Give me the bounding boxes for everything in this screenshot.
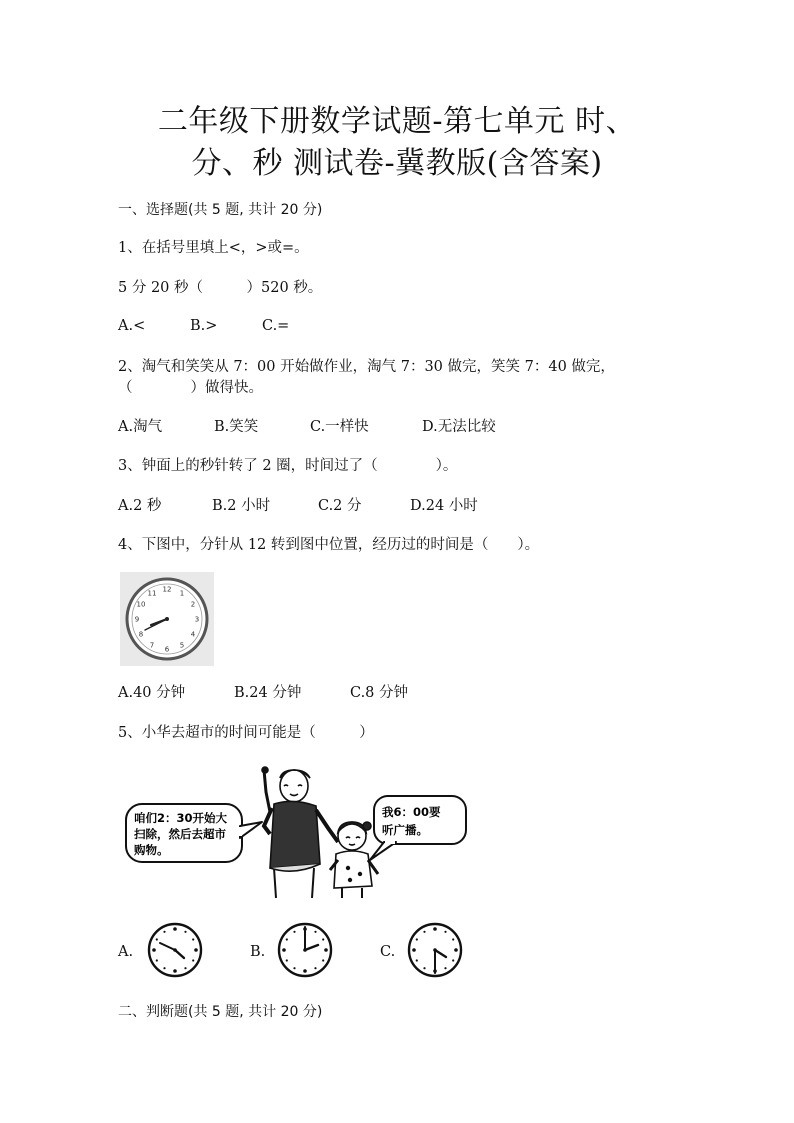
q1-option-a: A.< bbox=[118, 318, 146, 334]
clock-tick bbox=[324, 948, 328, 952]
clock-tick bbox=[156, 959, 158, 961]
left-speech-bubble bbox=[126, 804, 262, 862]
clock-tick bbox=[163, 931, 165, 933]
clock-tick bbox=[452, 959, 454, 961]
clock-tick bbox=[444, 931, 446, 933]
clock-tick bbox=[192, 959, 194, 961]
bubble-right-line2: 听广播。 bbox=[382, 823, 428, 837]
clock-tick bbox=[293, 931, 295, 933]
q5-option-c-clock bbox=[406, 921, 464, 979]
q5-option-b-label: B. bbox=[250, 944, 266, 960]
q2-option-b: B.笑笑 bbox=[214, 419, 259, 435]
page-title-line2: 分、秒 测试卷-冀教版(含答案) bbox=[191, 146, 603, 181]
section1-heading: 一、选择题(共 5 题, 共计 20 分) bbox=[118, 202, 323, 218]
clock-tick bbox=[282, 948, 286, 952]
bubble-left-line2: 扫除，然后去超市 bbox=[134, 827, 226, 841]
clock-tick bbox=[416, 959, 418, 961]
clock-tick bbox=[416, 938, 418, 940]
right-speech-bubble bbox=[370, 796, 466, 860]
clock-tick bbox=[184, 967, 186, 969]
clock-numeral: 6 bbox=[164, 645, 170, 654]
clock-numeral: 7 bbox=[149, 641, 155, 650]
q4-option-c: C.8 分钟 bbox=[350, 685, 409, 701]
clock-numeral: 2 bbox=[190, 600, 196, 609]
clock-numeral: 9 bbox=[134, 615, 140, 624]
q1-option-c: C.= bbox=[262, 318, 290, 334]
page-title-line1: 二年级下册数学试题-第七单元 时、 bbox=[157, 104, 637, 139]
clock-tick bbox=[173, 969, 177, 973]
bubble-right-line1: 我6：00要 bbox=[382, 805, 441, 819]
q3-option-d: D.24 小时 bbox=[410, 498, 478, 514]
q4-option-a: A.40 分钟 bbox=[118, 685, 186, 701]
clock-tick bbox=[293, 967, 295, 969]
q4-clock-face bbox=[120, 572, 214, 666]
clock-tick bbox=[152, 948, 156, 952]
clock-tick bbox=[452, 938, 454, 940]
q5-stem: 5、小华去超市的时间可能是（ ） bbox=[118, 725, 374, 741]
clock-tick bbox=[173, 927, 177, 931]
clock-tick bbox=[412, 948, 416, 952]
q3-option-c: C.2 分 bbox=[318, 498, 362, 514]
clock-tick bbox=[423, 931, 425, 933]
clock-tick bbox=[156, 938, 158, 940]
section2-heading: 二、判断题(共 5 题, 共计 20 分) bbox=[118, 1004, 323, 1020]
clock-tick bbox=[433, 927, 437, 931]
clock-numeral: 1 bbox=[179, 589, 185, 598]
q3-stem: 3、钟面上的秒针转了 2 圈，时间过了（ ）。 bbox=[118, 458, 458, 474]
q1-sub: 5 分 20 秒（ ）520 秒。 bbox=[118, 280, 323, 296]
q1-stem: 1、在括号里填上<，>或=。 bbox=[118, 240, 309, 256]
clock-numeral: 10 bbox=[136, 600, 146, 609]
q4-option-b: B.24 分钟 bbox=[234, 685, 302, 701]
clock-tick bbox=[322, 959, 324, 961]
q1-option-b: B.> bbox=[190, 318, 218, 334]
clock-numeral: 8 bbox=[138, 630, 144, 639]
bubble-left-line1: 咱们2：30开始大 bbox=[134, 811, 228, 825]
q2-stem-line1: 2、淘气和笑笑从 7：00 开始做作业，淘气 7：30 做完，笑笑 7：40 做完， bbox=[118, 359, 615, 375]
q4-clock-image bbox=[120, 572, 214, 666]
clock-tick bbox=[314, 967, 316, 969]
q5-option-c-label: C. bbox=[380, 944, 396, 960]
q2-option-c: C.一样快 bbox=[310, 419, 369, 435]
q5-option-a-label: A. bbox=[118, 944, 134, 960]
bubble-left-line3: 购物。 bbox=[134, 843, 169, 857]
q5-option-b-clock bbox=[276, 921, 334, 979]
clock-tick bbox=[286, 938, 288, 940]
q5-illustration bbox=[124, 764, 472, 898]
clock-tick bbox=[163, 967, 165, 969]
clock-tick bbox=[286, 959, 288, 961]
clock-tick bbox=[194, 948, 198, 952]
q3-option-a: A.2 秒 bbox=[118, 498, 162, 514]
q3-option-b: B.2 小时 bbox=[212, 498, 271, 514]
q2-option-d: D.无法比较 bbox=[422, 419, 496, 435]
clock-tick bbox=[444, 967, 446, 969]
q2-stem-line2: （ ）做得快。 bbox=[118, 380, 263, 396]
clock-tick bbox=[322, 938, 324, 940]
clock-tick bbox=[314, 931, 316, 933]
clock-numeral: 3 bbox=[194, 615, 200, 624]
clock-numeral: 4 bbox=[190, 630, 196, 639]
q4-stem: 4、下图中，分针从 12 转到图中位置，经历过的时间是（ ）。 bbox=[118, 537, 540, 553]
woman-figure bbox=[262, 767, 338, 898]
clock-tick bbox=[192, 938, 194, 940]
clock-tick bbox=[184, 931, 186, 933]
clock-tick bbox=[303, 969, 307, 973]
clock-numeral: 12 bbox=[162, 585, 172, 594]
clock-tick bbox=[454, 948, 458, 952]
clock-tick bbox=[423, 967, 425, 969]
q2-option-a: A.淘气 bbox=[118, 419, 163, 435]
clock-numeral: 5 bbox=[179, 641, 185, 650]
q5-option-a-clock bbox=[146, 921, 204, 979]
clock-numeral: 11 bbox=[147, 589, 157, 598]
